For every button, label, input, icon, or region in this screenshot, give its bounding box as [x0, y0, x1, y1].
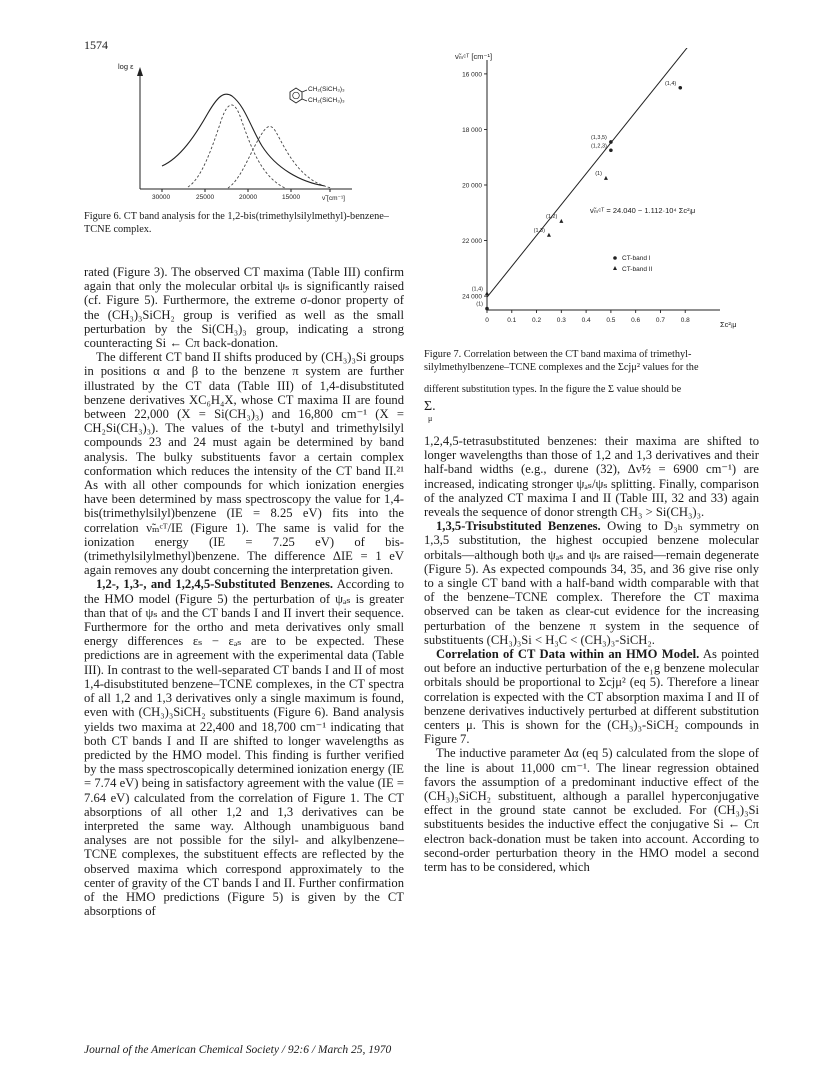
paragraph-body: Owing to D₃ₕ symmetry on 1,3,5 substitution, the highest occupied benzene molecular orbitals—although both ψₐₛ and ψₛ are raised—remain degenerate (Figure 5). As expected compounds 34, 35, and 36 give rise only to a single CT band with a half-band width comparable with that of the benzene–TCNE complex. Therefore the CT maxima observed can be taken as clear-cut evidence for the increasing perturbation of the benzene π system in the sequence of substituents (CH₃)₃Si < H₃C < (CH₃)₃-SiCH₂. [424, 519, 759, 647]
fig6-x-tick-label: 15000 [282, 194, 301, 201]
paragraph-body: According to the HMO model (Figure 5) the perturbation of ψₐₛ is greater than that of ψₛ and the CT bands I and II invert their sequence. Furthermore for the ortho and meta derivatives only small energy differences εₛ − εₐₛ are to be expected. These predictions are in agreement with the experimental data (Table III). In contrast to the well-separated CT bands I and II of most 1,4-disubstituted benzene–TCNE complexes, in the CT spectra of all 1,2 and 1,3 derivatives only a single maximum is found, even with (CH₃)₃SiCH₂ substituents (Figure 6). Band analysis yields two maxima at 22,400 and 18,700 cm⁻¹ indicating that both CT bands I and II are shifted to longer wavelengths as predicted by the HMO model. This finding is further verified by the mass spectroscopically determined ionization energy (IE = 7.74 eV) being in satisfactory agreement with the value (IE = 7.64 eV) calculated from the correlation of Figure 1. The CT absorptions of all other 1,2 and 1,3 derivatives can be interpreted the same way. Although unambiguous band analyses are not possible for the silyl- and alkylbenzene–TCNE complexes, the substituent effects are reflected by the observed maxima which correspond approximately to the center of gravity of the CT bands I and II. Further confirmation of the HMO predictions (Figure 5) is given by the CT absorptions of [84, 577, 404, 919]
y-tick-label: 22 000 [462, 238, 482, 246]
y-tick-label: 24 000 [462, 293, 482, 301]
figure-7-caption [424, 349, 759, 426]
band-2-point [547, 233, 551, 237]
point-label: (1,3) [533, 228, 545, 234]
point-label: (1,2) [546, 214, 558, 221]
fig7-x-label: Σc²ⱼμ [720, 320, 737, 329]
band-1-point [485, 307, 489, 311]
fig6-x-tick-label: 20000 [239, 194, 258, 201]
band-2-point [485, 291, 489, 295]
paragraph: 1,2,4,5-tetrasubstituted benzenes: their maxima are shifted to longer wavelengths than those of 1,2 and 1,3 derivatives and their half-band widths (e.g., durene (32), Δν̃½ = 6900 cm⁻¹) are increased, indicating stronger ψₐₛ/ψₛ splitting. Finally, comparison of the analyzed CT maxima I and II (Table III, 32 and 33) again reveals the sequence of donor strength CH₃ > Si(CH₃)₃. [424, 434, 759, 520]
point-label: (1) [476, 301, 483, 308]
paragraph [84, 577, 404, 918]
point-label: (1,2,3) [590, 143, 607, 150]
x-tick-label: 0.6 [631, 317, 641, 324]
fig7-legend-band-1: CT-band I [622, 255, 651, 262]
legend-marker-band-2 [613, 266, 617, 270]
legend-marker-band-1 [613, 256, 617, 260]
fig6-component-band-2 [228, 126, 332, 188]
paragraph: The different CT band II shifts produced by (CH₃)₃Si groups in positions α and β to the benzene π system are further illustrated by the CT data (Table III) of 1,4-disubstituted benzene derivatives XC₆H₄X, whose CT maxima II are found between 22,000 (X = Si(CH₃)₃) and 16,800 cm⁻¹ (X = CH₂Si(CH₃)₃). The values of the t-butyl and trimethylsilyl compounds 23 and 24 must again be determined by band analysis. The bulky substituents favor a certain complex conformation which reduces the intensity of the CT band II.²¹ As with all other compounds for which ionization energies have been determined by mass spectroscopy the value for 1,4-bis(trimethylsilyl)benzene (IE = 8.25 eV) fits into the correlation ν̃ₘᶜᵀ/IE (Figure 1). The same is valid for the ionization energy (IE = 7.25 eV) of bis-(trimethylsilylmethyl)benzene. The difference ΔIE = 1 eV again removes any doubt concerning the interpretation given. [84, 350, 404, 578]
fig7-caption-line-1: Figure 7. Correlation between the CT band maxima of trimethyl- [424, 349, 692, 360]
fig6-benzene-structure [290, 88, 307, 103]
fig6-component-band-1 [188, 105, 285, 188]
point-label: (1,3,5) [590, 134, 607, 141]
right-column-text [424, 434, 759, 874]
fig6-y-arrow [137, 67, 143, 76]
section-heading: 1,3,5-Trisubstituted Benzenes. [436, 519, 601, 534]
fig7-equation: ν̃ₘᶜᵀ = 24.040 − 1.112·10⁴ Σc²ⱼμ [590, 206, 696, 215]
x-tick-label: 0.5 [606, 317, 616, 324]
section-heading: 1,2-, 1,3-, and 1,2,4,5-Substituted Benzenes. [96, 577, 334, 592]
fig6-substituent-label-1: CH₂(SiCH₃)₃ [308, 86, 345, 93]
point-label: (1,4) [664, 80, 677, 87]
x-tick-label: 0.4 [581, 317, 591, 324]
fig6-x-tick-label: 30000 [152, 194, 171, 201]
fig6-ct-band [162, 94, 325, 186]
band-2-point [604, 176, 608, 180]
point-label: (1,4) [471, 286, 483, 293]
x-tick-label: 0.1 [507, 317, 517, 324]
x-tick-label: 0.7 [655, 317, 665, 324]
band-1-point [609, 148, 613, 152]
y-tick-label: 20 000 [462, 182, 482, 190]
paragraph [424, 519, 759, 647]
fig7-caption-line-2: silylmethylbenzene–TCNE complexes and the Σcjμ² values for the [424, 361, 699, 373]
x-tick-label: 0.2 [532, 317, 542, 324]
band-2-point [559, 219, 563, 223]
fig7-caption-line-3: different substitution types. In the figure the Σ value should be [424, 384, 682, 395]
x-tick-label: 0.3 [556, 317, 566, 324]
point-label: (1) [595, 171, 602, 178]
y-tick-label: 16 000 [462, 71, 482, 79]
figure-6-plot [100, 58, 370, 208]
page-number: 1574 [84, 38, 108, 52]
fig7-caption-mu: μ [428, 414, 433, 423]
left-column-text [84, 265, 404, 918]
paragraph [424, 647, 759, 746]
fig6-y-label: log ε [118, 62, 134, 71]
y-tick-label: 18 000 [462, 126, 482, 134]
band-1-point [609, 140, 613, 144]
figure-7-chart [420, 48, 755, 348]
fig7-y-label: ν̃ₘᶜᵀ [cm⁻¹] [455, 52, 493, 61]
x-tick-label: 0 [485, 317, 489, 324]
figure-6-caption: Figure 6. CT band analysis for the 1,2-bis(trimethylsilylmethyl)-benzene–TCNE complex. [84, 211, 389, 235]
fig6-substituent-label-2: CH₂(SiCH₃)₃ [308, 97, 345, 104]
x-tick-label: 0.8 [680, 317, 690, 324]
fig7-legend-band-2: CT-band II [622, 266, 653, 273]
journal-footer: Journal of the American Chemical Society / 92:6 / March 25, 1970 [84, 1044, 392, 1056]
section-heading: Correlation of CT Data within an HMO Model. [436, 647, 700, 662]
fig6-x-axis-label: ν̃ [cm⁻¹] [322, 195, 345, 202]
band-1-point [678, 86, 682, 90]
fig7-caption-sigma: Σ. [424, 398, 436, 414]
paragraph-body: As pointed out before an inductive perturbation of the e₁g benzene molecular orbitals should be proportional to Σcjμ² (eq 5). Therefore a linear correlation is expected with the CT absorption maxima I and II of benzene derivatives inductively perturbed at different substitution centers μ. This is shown for the (CH₃)₃-SiCH₂ compounds in Figure 7. [424, 647, 760, 747]
paragraph: rated (Figure 3). The observed CT maxima (Table III) confirm again that only the molecular orbital ψₛ is significantly raised (cf. Figure 5). Furthermore, the extreme σ-donor property of the (CH₃)₃SiCH₂ group is verified as well as the small perturbation by the Si(CH₃)₃ group, indicating a strong counteracting Si ← Cπ back-donation. [84, 265, 404, 351]
paragraph: The inductive parameter Δα (eq 5) calculated from the slope of the line is about 11,000 cm⁻¹. The linear regression obtained favors the assumption of a predominant inductive effect of the (CH₃)₃SiCH₂ substituent, although a parallel hyperconjugative effect in the ground state cannot be excluded. For (CH₃)₃Si substituents besides the inductive effect the conjugative Si ← Cπ electron back-donation must be taken into account. According to second-order perturbation theory in the HMO model a second term has to be considered, which [424, 746, 759, 875]
fig6-x-tick-label: 25000 [196, 194, 215, 201]
